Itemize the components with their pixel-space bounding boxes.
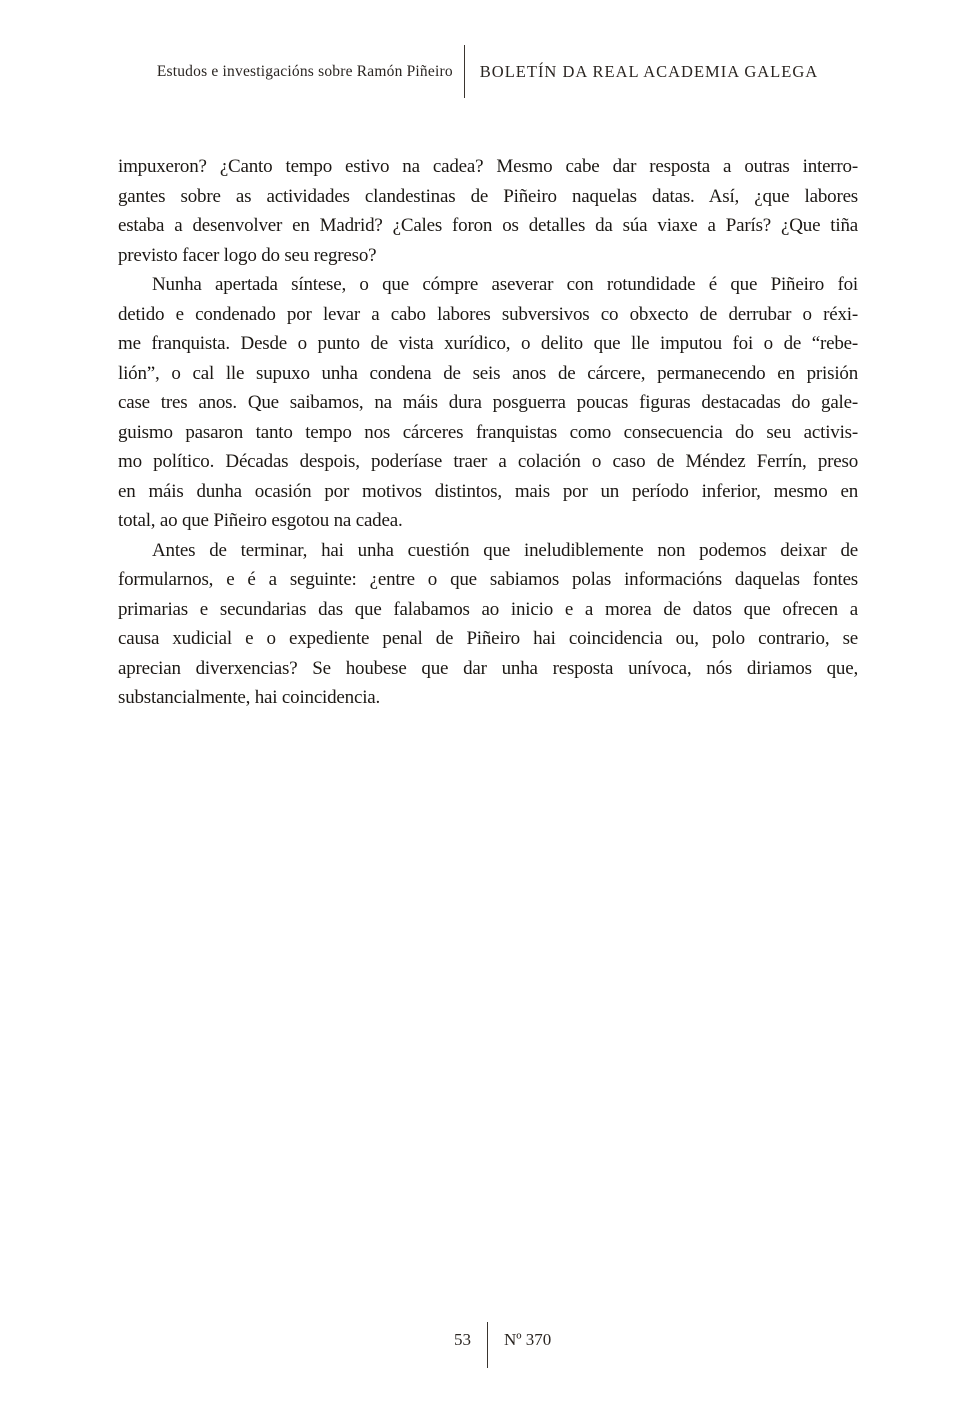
page-header <box>0 45 975 98</box>
issue-number: Nº 370 <box>504 1330 552 1349</box>
text-line: previsto facer logo do seu regreso? <box>118 244 377 266</box>
body-text <box>118 152 858 713</box>
text-line: Antes de terminar, hai unha cuestión que ineludiblemente non podemos deixar de <box>152 539 858 561</box>
text-line: total, ao que Piñeiro esgotou na cadea. <box>118 510 403 531</box>
text-line: me franquista. Desde o punto de vista xurídico, o delito que lle imputou foi o de “rebe- <box>118 333 858 354</box>
text-line: case tres anos. Que saibamos, na máis dura posguerra poucas figuras destacadas do gale- <box>118 392 858 413</box>
paragraph-3 <box>118 536 858 713</box>
text-line: causa xudicial e o expediente penal de Piñeiro hai coincidencia ou, polo contrario, se <box>118 628 858 649</box>
text-line: formularnos, e é a seguinte: ¿entre o que sabiamos polas informacións daquelas fontes <box>118 569 858 590</box>
paragraph-1 <box>118 152 858 270</box>
text-line: aprecian diverxencias? Se houbese que dar unha resposta unívoca, nós diriamos que, <box>118 657 858 679</box>
text-line: substancialmente, hai coincidencia. <box>118 687 381 708</box>
text-line: impuxeron? ¿Canto tempo estivo na cadea? Mesmo cabe dar resposta a outras interro- <box>118 156 858 177</box>
text-line: lión”, o cal lle supuxo unha condena de seis anos de cárcere, permanecendo en prisión <box>118 362 858 384</box>
header-journal-title: BOLETÍN DA REAL ACADEMIA GALEGA <box>479 61 819 81</box>
header-section-title: Estudos e investigacións sobre Ramón Piñeiro <box>156 62 453 80</box>
text-line: en máis dunha ocasión por motivos distintos, mais por un período inferior, mesmo en <box>118 480 858 502</box>
text-line: guismo pasaron tanto tempo nos cárceres franquistas como consecuencia do seu activis- <box>118 421 858 443</box>
text-line: detido e condenado por levar a cabo labores subversivos co obxecto de derrubar o réxi- <box>118 303 858 325</box>
paragraph-2 <box>118 270 858 536</box>
text-line: primarias e secundarias das que falabamos ao inicio e a morea de datos que ofrecen a <box>118 598 858 620</box>
text-line: estaba a desenvolver en Madrid? ¿Cales foron os detalles da súa viaxe a París? ¿Que tiña <box>118 215 858 236</box>
text-line: mo político. Décadas despois, poderíase traer a colación o caso de Méndez Ferrín, preso <box>118 451 858 472</box>
text-line: Nunha apertada síntese, o que cómpre aseverar con rotundidade é que Piñeiro foi <box>152 274 858 295</box>
page-number: 53 <box>454 1330 471 1349</box>
page-footer <box>0 1322 975 1368</box>
text-line: gantes sobre as actividades clandestinas de Piñeiro naquelas datas. Así, ¿que labores <box>118 185 858 207</box>
